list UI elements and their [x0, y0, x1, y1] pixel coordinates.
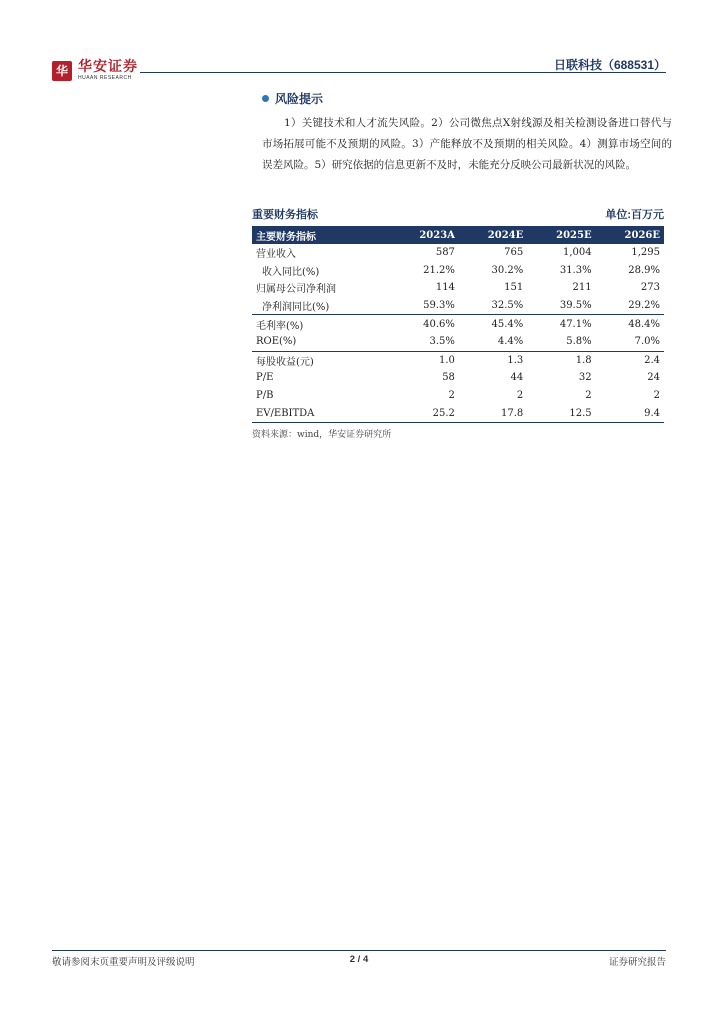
- table-row: [252, 387, 664, 405]
- financial-table: [252, 227, 664, 423]
- company-logo: [52, 60, 138, 81]
- table-row: [252, 297, 664, 315]
- table-cell: 12.5: [527, 404, 595, 422]
- table-row: [252, 244, 664, 262]
- risk-body: 1）关键技术和人才流失风险。2）公司微焦点X射线源及相关检测设备进口替代与市场拓展可能不及预期的风险。3）产能释放不及预期的相关风险。4）测算市场空间的误差风险。5）研究依据的信息更新不及时，未能充分反映公司最新状况的风险。: [262, 117, 672, 171]
- risk-heading: [262, 90, 672, 107]
- table-cell: 587: [435, 247, 455, 259]
- column-header: 2023A: [390, 227, 459, 244]
- table-cell: 47.1%: [527, 315, 595, 333]
- financial-header: [252, 206, 664, 227]
- table-cell: 9.4: [596, 404, 664, 422]
- row-label: 收入同比(%): [262, 266, 320, 278]
- risk-heading-text: 风险提示: [275, 92, 324, 106]
- table-source: 资料来源：wind，华安证券研究所: [252, 429, 392, 440]
- table-cell: 17.8: [459, 404, 527, 422]
- report-type: 证券研究报告: [608, 957, 666, 968]
- table-cell: 3.5%: [429, 336, 455, 348]
- report-title: 日联科技（688531）: [553, 58, 666, 72]
- table-row: [252, 351, 664, 369]
- table-cell: 7.0%: [634, 336, 660, 348]
- table-row: [252, 315, 664, 333]
- table-cell: 28.9%: [628, 264, 660, 276]
- table-cell: 44: [510, 372, 524, 384]
- table-cell: 21.2%: [423, 264, 455, 276]
- disclaimer-note: 敬请参阅末页重要声明及评级说明: [52, 957, 195, 968]
- table-row: [252, 369, 664, 387]
- row-label: 净利润同比(%): [262, 302, 330, 314]
- table-cell: 31.3%: [559, 264, 592, 276]
- table-cell: 32: [578, 372, 592, 384]
- header-divider: [140, 72, 666, 73]
- table-cell: 211: [572, 282, 592, 294]
- table-cell: 1,004: [562, 247, 592, 259]
- column-header: 2024E: [459, 227, 527, 244]
- row-label: 归属母公司净利润: [256, 284, 336, 296]
- column-header: 主要财务指标: [252, 227, 390, 244]
- footer-divider: [52, 950, 666, 951]
- table-cell: 58: [442, 372, 455, 384]
- table-cell: 5.8%: [566, 336, 592, 348]
- table-cell: 30.2%: [491, 264, 524, 276]
- table-cell: 24: [647, 372, 660, 384]
- table-cell: 1.3: [459, 351, 527, 369]
- table-row: [252, 262, 664, 280]
- table-cell: 765: [504, 247, 524, 259]
- bullet-icon: [262, 95, 269, 102]
- table-cell: 48.4%: [596, 315, 664, 333]
- table-header-row: [252, 227, 664, 244]
- row-label: P/B: [256, 390, 274, 402]
- row-label: 营业收入: [256, 249, 296, 261]
- table-cell: 1.8: [527, 351, 595, 369]
- logo-seal-icon: 华: [52, 61, 72, 81]
- financial-unit: 单位:百万元: [605, 209, 664, 221]
- table-cell: 2: [448, 390, 455, 402]
- table-cell: 45.4%: [459, 315, 527, 333]
- column-header: 2025E: [527, 227, 595, 244]
- table-cell: 39.5%: [559, 300, 592, 312]
- table-cell: 273: [640, 282, 660, 294]
- table-cell: 2: [585, 390, 592, 402]
- row-label: ROE(%): [256, 336, 297, 348]
- table-cell: 2: [516, 390, 524, 402]
- table-cell: 40.6%: [390, 315, 459, 333]
- logo-chinese-name: 华安证券: [78, 59, 138, 75]
- table-row: [252, 404, 664, 422]
- table-cell: 32.5%: [491, 300, 524, 312]
- table-cell: 114: [435, 282, 455, 294]
- table-cell: 1.0: [390, 351, 459, 369]
- row-label: P/E: [256, 372, 274, 384]
- table-cell: 2.4: [596, 351, 664, 369]
- logo-english-name: HUAAN RESEARCH: [78, 75, 132, 81]
- table-row: [252, 333, 664, 351]
- table-cell: 151: [504, 282, 524, 294]
- table-cell: 1,295: [631, 247, 660, 259]
- financial-title: 重要财务指标: [252, 209, 318, 221]
- financial-indicators: [252, 206, 664, 440]
- table-cell: 29.2%: [628, 300, 660, 312]
- row-label: EV/EBITDA: [252, 404, 390, 422]
- table-cell: 59.3%: [423, 300, 455, 312]
- risk-section: [262, 90, 672, 176]
- row-label: 每股收益(元): [252, 351, 390, 369]
- column-header: 2026E: [596, 227, 664, 244]
- table-cell: 2: [653, 390, 660, 402]
- table-cell: 25.2: [390, 404, 459, 422]
- table-row: [252, 279, 664, 297]
- page-number: 2 / 4: [349, 954, 369, 965]
- table-cell: 4.4%: [497, 336, 524, 348]
- row-label: 毛利率(%): [252, 315, 390, 333]
